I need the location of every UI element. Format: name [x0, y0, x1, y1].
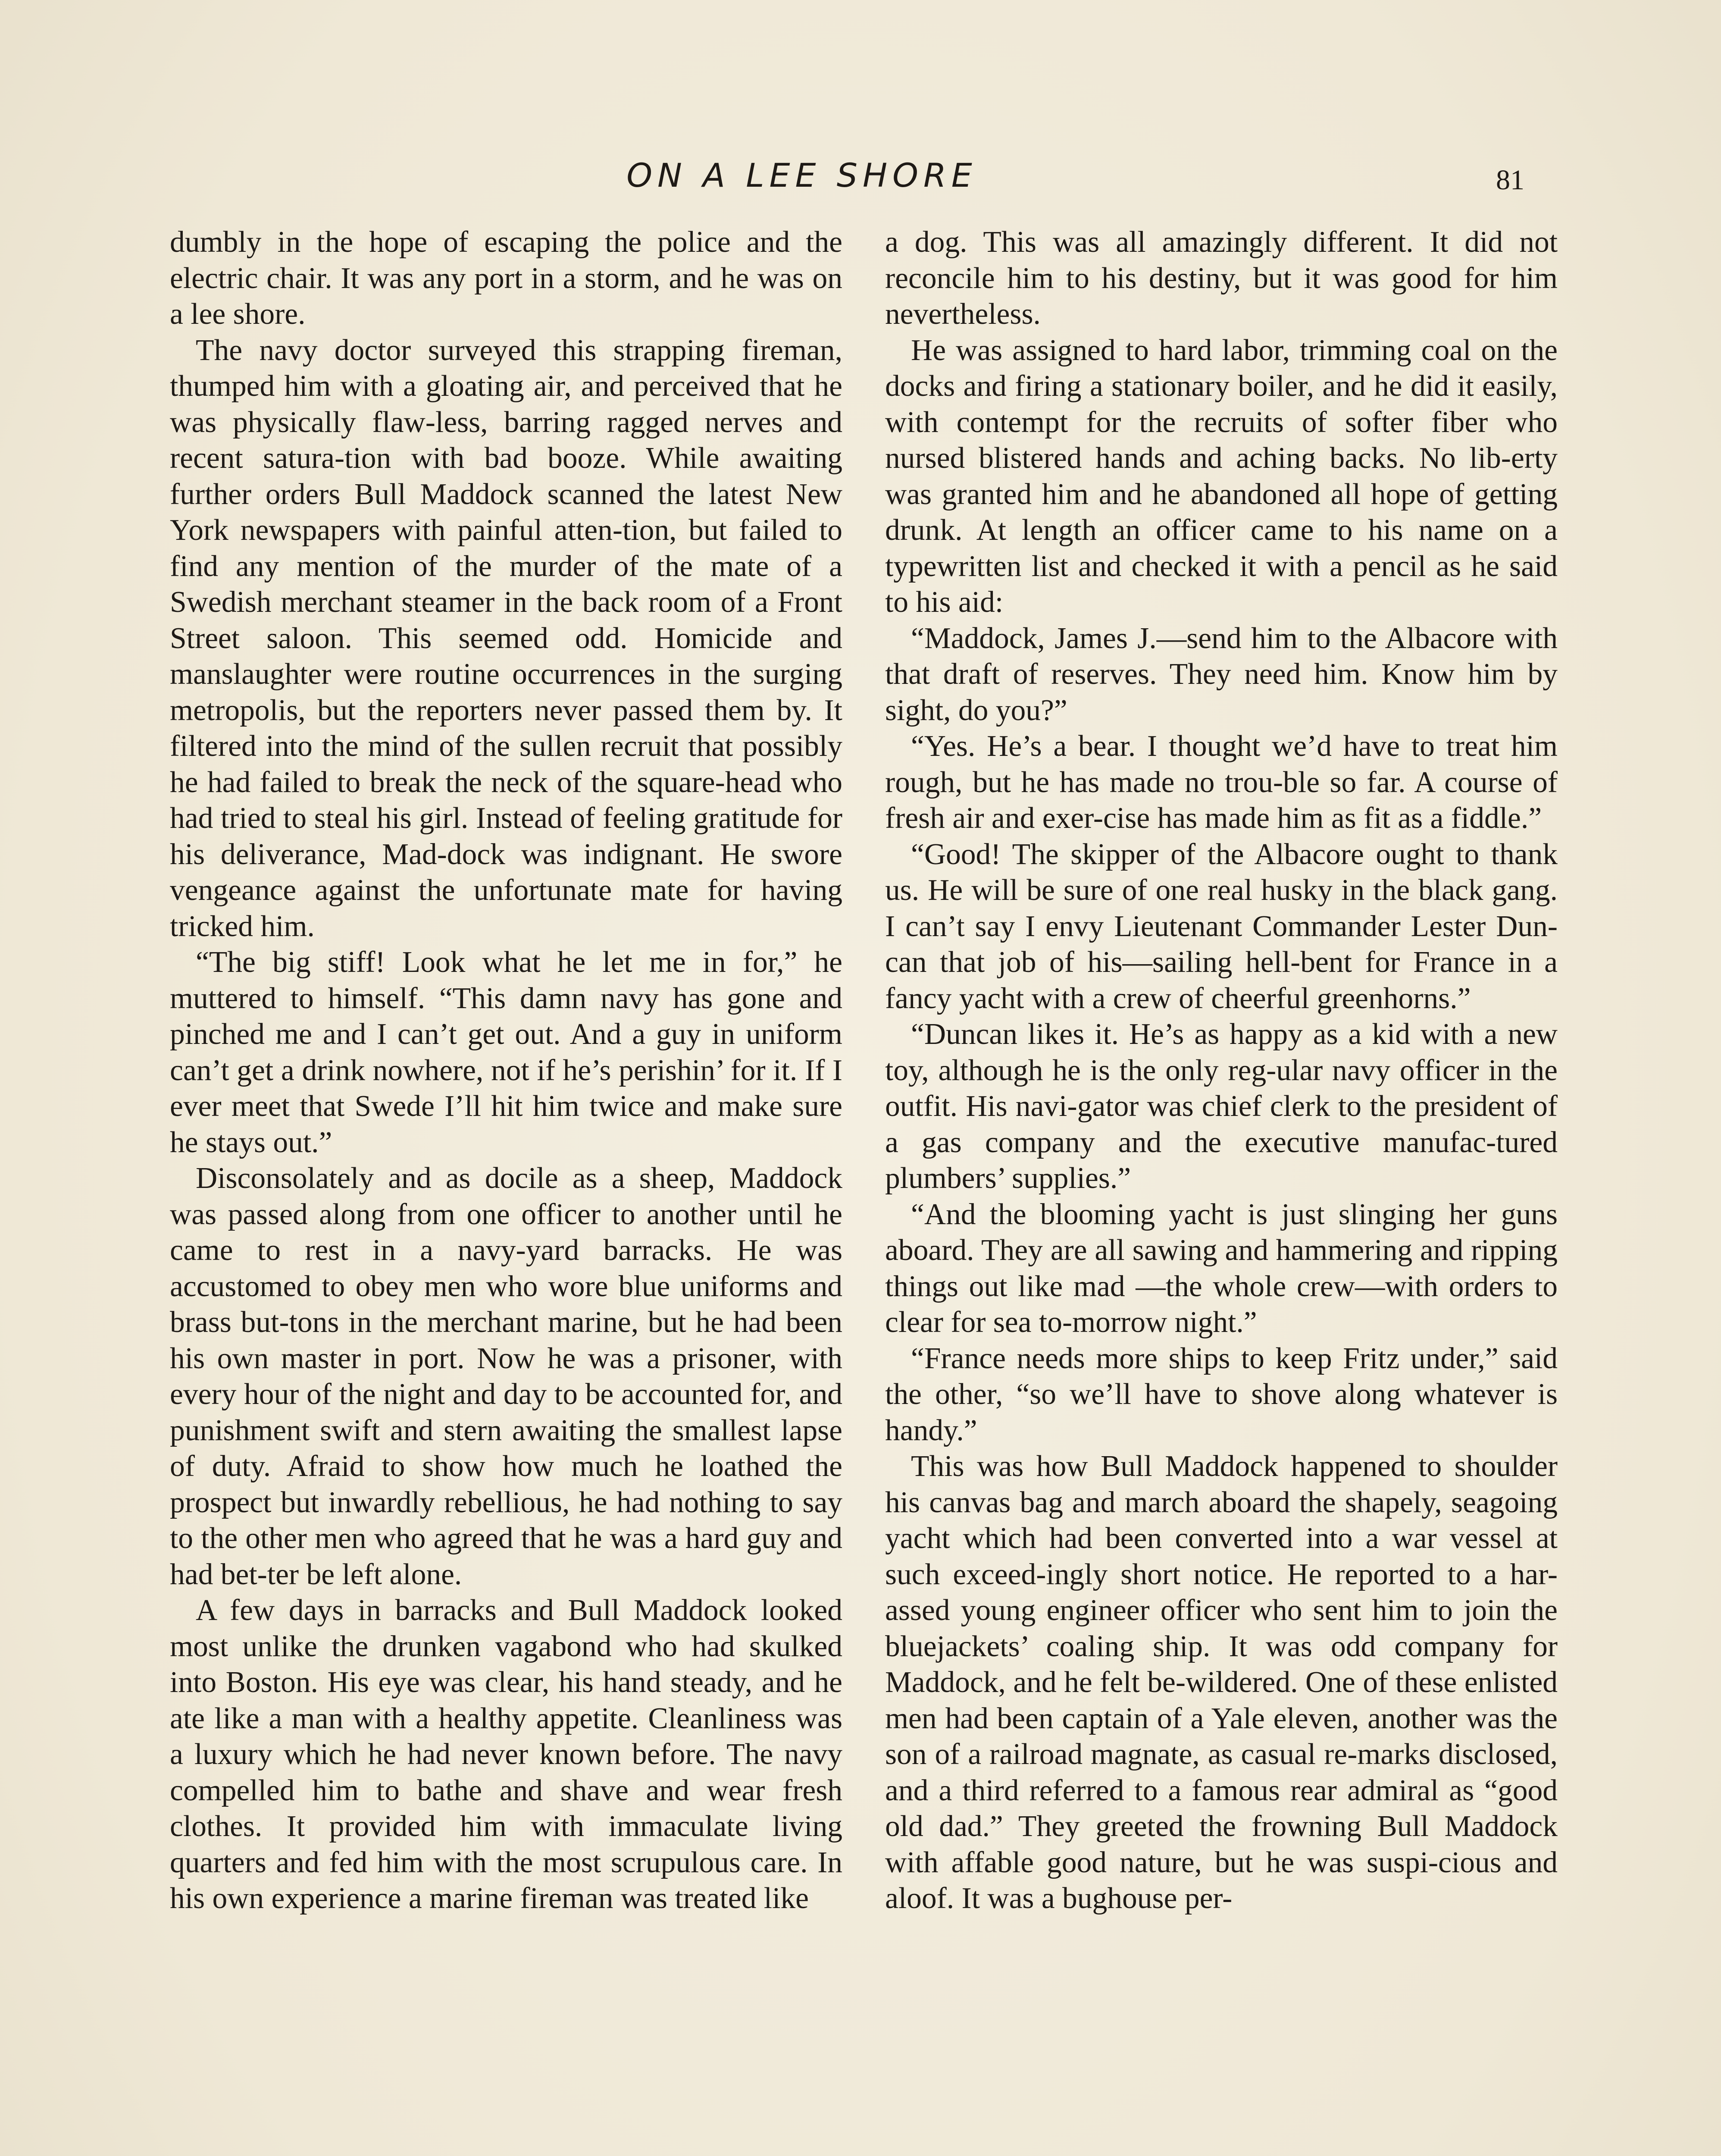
paragraph: “France needs more ships to keep Fritz under,” said the other, “so we’ll have to shove along whatever is handy.”: [885, 1341, 1558, 1447]
paragraph: “Yes. He’s a bear. I thought we’d have to treat him rough, but he has made no trou-ble so far. A course of fresh air and exer-cise has made him as fit as a fiddle.”: [885, 730, 1558, 835]
paragraph: “And the blooming yacht is just slinging her guns aboard. They are all sawing and hammering and ripping things out like mad —the whole crew—with orders to clear for sea to-morrow night.”: [885, 1197, 1558, 1339]
paragraph: “Good! The skipper of the Albacore ought to thank us. He will be sure of one real husky in the black gang. I can’t say I envy Lieutenant Commander Lester Dun-can that job of his—sailing hell-bent for France in a fancy yacht with a crew of cheerful greenhorns.”: [885, 837, 1558, 1015]
running-head: [0, 156, 1721, 204]
right-column: [885, 224, 1558, 2156]
paragraph: He was assigned to hard labor, trimming coal on the docks and firing a stationary boiler, and he did it easily, with contempt for the recruits of softer fiber who nursed blistered hands and aching backs. No lib-erty was granted him and he abandoned all hope of getting drunk. At length an officer came to his name on a typewritten list and checked it with a pencil as he said to his aid:: [885, 333, 1558, 619]
paragraph: a dog. This was all amazingly different. It did not reconcile him to his destiny, but it was good for him nevertheless.: [885, 226, 1558, 331]
paragraph: The navy doctor surveyed this strapping fireman, thumped him with a gloating air, and perceived that he was physically flaw-less, barring ragged nerves and recent satura-tion with bad booze. While awaiting further orders Bull Maddock scanned the latest New York newspapers with painful atten-tion, but failed to find any mention of the murder of the mate of a Swedish merchant steamer in the back room of a Front Street saloon. This seemed odd. Homicide and manslaughter were routine occurrences in the surging metropolis, but the reporters never passed them by. It filtered into the mind of the sullen recruit that possibly he had failed to break the neck of the square-head who had tried to steal his girl. Instead of feeling gratitude for his deliverance, Mad-dock was indignant. He swore vengeance against the unfortunate mate for having tricked him.: [170, 333, 842, 943]
paragraph: A few days in barracks and Bull Maddock looked most unlike the drunken vagabond who had skulked into Boston. His eye was clear, his hand steady, and he ate like a man with a healthy appetite. Cleanliness was a luxury which he had never known before. The navy compelled him to bathe and shave and wear fresh clothes. It provided him with immaculate living quarters and fed him with the most scrupulous care. In his own experience a marine fireman was treated like: [170, 1594, 842, 1915]
paragraph: “The big stiff! Look what he let me in for,” he muttered to himself. “This damn navy has gone and pinched me and I can’t get out. And a guy in uniform can’t get a drink nowhere, not if he’s perishin’ for it. If I ever meet that Swede I’ll hit him twice and make sure he stays out.”: [170, 946, 842, 1159]
paragraph: “Duncan likes it. He’s as happy as a kid with a new toy, although he is the only reg-ular navy officer in the outfit. His navi-gator was chief clerk to the president of a gas company and the executive manufac-tured plumbers’ supplies.”: [885, 1018, 1558, 1195]
paragraph: “Maddock, James J.—send him to the Albacore with that draft of reserves. They need him. Know him by sight, do you?”: [885, 621, 1558, 727]
paragraph: Disconsolately and as docile as a sheep, Maddock was passed along from one officer to another until he came to rest in a navy-yard barracks. He was accustomed to obey men who wore blue uniforms and brass but-tons in the merchant marine, but he had been his own master in port. Now he was a prisoner, with every hour of the night and day to be accounted for, and punishment swift and stern awaiting the smallest lapse of duty. Afraid to show how much he loathed the prospect but inwardly rebellious, he had nothing to say to the other men who agreed that he was a hard guy and had bet-ter be left alone.: [170, 1162, 842, 1591]
paragraph: This was how Bull Maddock happened to shoulder his canvas bag and march aboard the shapely, seagoing yacht which had been converted into a war vessel at such exceed-ingly short notice. He reported to a har-assed young engineer officer who sent him to join the bluejackets’ coaling ship. It was odd company for Maddock, and he felt be-wildered. One of these enlisted men had been captain of a Yale eleven, another was the son of a railroad magnate, as casual re-marks disclosed, and a third referred to a famous rear admiral as “good old dad.” They greeted the frowning Bull Maddock with affable good nature, but he was suspi-cious and aloof. It was a bughouse per-: [885, 1450, 1558, 1915]
running-title: ON A LEE SHORE: [626, 156, 977, 194]
page-number: 81: [1496, 164, 1524, 196]
paragraph: dumbly in the hope of escaping the police and the electric chair. It was any port in a storm, and he was on a lee shore.: [170, 226, 842, 331]
left-column: [170, 224, 842, 2156]
